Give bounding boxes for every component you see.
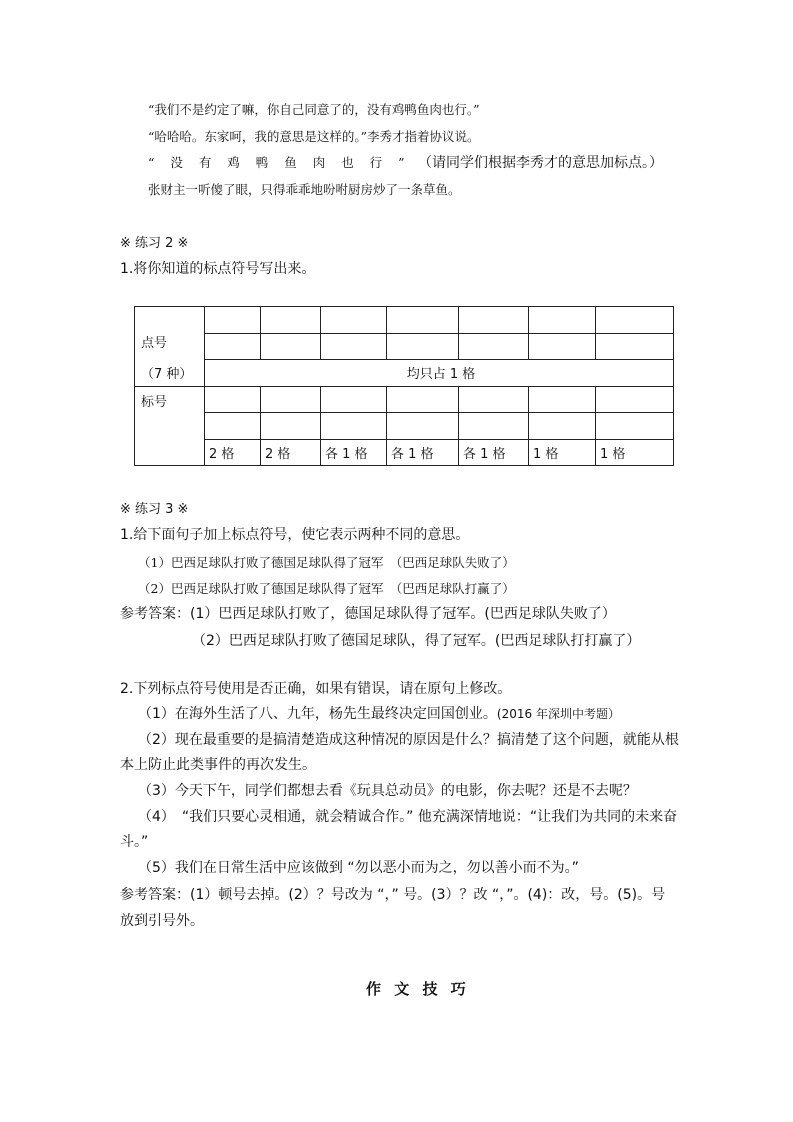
table-cell	[596, 307, 674, 334]
table-cell	[321, 413, 387, 440]
q2-item-1-source: (2016 年深圳中考题）	[496, 707, 620, 721]
table-cell	[205, 386, 261, 413]
table-cell	[387, 386, 459, 413]
table-cell	[459, 333, 529, 360]
table-cell	[387, 333, 459, 360]
exercise-3-question-2: 2.下列标点符号使用是否正确，如果有错误，请在原句上修改。	[120, 681, 512, 697]
exercise-2-heading: ※ 练习 2 ※	[120, 236, 189, 251]
table-cell	[205, 307, 261, 334]
table-cell	[387, 413, 459, 440]
biaohao-size: 各 1 格	[387, 439, 459, 466]
table-cell	[529, 413, 596, 440]
exercise-2-question-1: 1.将你知道的标点符号写出来。	[120, 261, 316, 277]
table-cell	[261, 386, 321, 413]
q2-item-2-line-2: 本上防止此类事件的再次发生。	[120, 757, 316, 773]
table-cell	[205, 413, 261, 440]
q2-item-2-line-1: （2）现在最重要的是搞清楚造成这种情况的原因是什么？搞清楚了这个问题，就能从根	[138, 732, 679, 748]
q2-item-1	[138, 703, 620, 723]
exercise-3-heading: ※ 练习 3 ※	[120, 502, 189, 517]
q2-answer-line-1: 参考答案：(1）顿号去掉。(2）？号改为 “，” 号。(3）？改 “，”。(4)：改，号。(5)。号	[120, 887, 666, 903]
story-line-3-note: （请同学们根据李秀才的意思加标点。）	[418, 155, 663, 171]
dianhao-label-cell	[135, 307, 205, 387]
q2-item-4-line-2: 斗。”	[120, 834, 149, 850]
biaohao-label: 标号	[135, 386, 205, 466]
table-cell	[387, 307, 459, 334]
q1-answer-2: （2）巴西足球队打败了德国足球队，得了冠军。(巴西足球队打打赢了）	[192, 633, 641, 649]
punctuation-table	[134, 306, 674, 466]
story-line-3-quote: “ 没 有 鸡 鸭 鱼 肉 也 行 ”	[148, 155, 411, 170]
table-cell	[261, 413, 321, 440]
q2-item-5: （5）我们在日常生活中应该做到 “勿以恶小而为之，勿以善小而不为。”	[138, 860, 579, 876]
q2-item-4-line-1: （4） “我们只要心灵相通，就会精诚合作。” 他充满深情地说：“让我们为共同的未来奋	[138, 809, 678, 825]
table-cell	[596, 333, 674, 360]
table-cell	[596, 413, 674, 440]
biaohao-size: 各 1 格	[321, 439, 387, 466]
table-cell	[321, 386, 387, 413]
table-cell	[529, 307, 596, 334]
table-cell	[529, 333, 596, 360]
table-cell	[321, 333, 387, 360]
q1-item-1: （1）巴西足球队打败了德国足球队得了冠军 （巴西足球队失败了）	[138, 555, 515, 570]
biaohao-size: 2 格	[205, 439, 261, 466]
q2-item-1-text: （1）在海外生活了八、九年，杨先生最终决定回国创业。	[138, 706, 497, 722]
story-line-2: “哈哈哈。东家呵，我的意思是这样的。”李秀才指着协议说。	[148, 129, 480, 144]
story-line-1: “我们不是约定了嘛，你自己同意了的，没有鸡鸭鱼肉也行。”	[148, 102, 480, 117]
dianhao-count: （7 种）	[141, 366, 193, 382]
table-cell	[459, 413, 529, 440]
q2-item-3: （3）今天下午，同学们都想去看《玩具总动员》的电影，你去呢？还是不去呢？	[138, 783, 637, 799]
exercise-3-question-1: 1.给下面句子加上标点符号，使它表示两种不同的意思。	[120, 527, 470, 543]
dianhao-label: 点号	[141, 335, 168, 351]
table-cell	[205, 333, 261, 360]
q1-item-2: （2）巴西足球队打败了德国足球队得了冠军 （巴西足球队打赢了）	[138, 581, 515, 596]
table-cell	[529, 386, 596, 413]
q1-answer-1: 参考答案：(1）巴西足球队打败了，德国足球队得了冠军。(巴西足球队失败了）	[120, 606, 616, 622]
q2-answer-line-2: 放到引号外。	[120, 913, 204, 929]
biaohao-size: 1 格	[596, 439, 674, 466]
section-title: 作 文 技 巧	[366, 980, 470, 998]
biaohao-size: 各 1 格	[459, 439, 529, 466]
table-cell	[261, 333, 321, 360]
table-cell	[321, 307, 387, 334]
table-cell	[596, 386, 674, 413]
story-line-4: 张财主一听傻了眼，只得乖乖地吩咐厨房炒了一条草鱼。	[148, 182, 461, 197]
table-cell	[459, 386, 529, 413]
dianhao-note: 均只占 1 格	[205, 360, 674, 387]
biaohao-size: 1 格	[529, 439, 596, 466]
biaohao-size: 2 格	[261, 439, 321, 466]
table-cell	[459, 307, 529, 334]
table-cell	[261, 307, 321, 334]
